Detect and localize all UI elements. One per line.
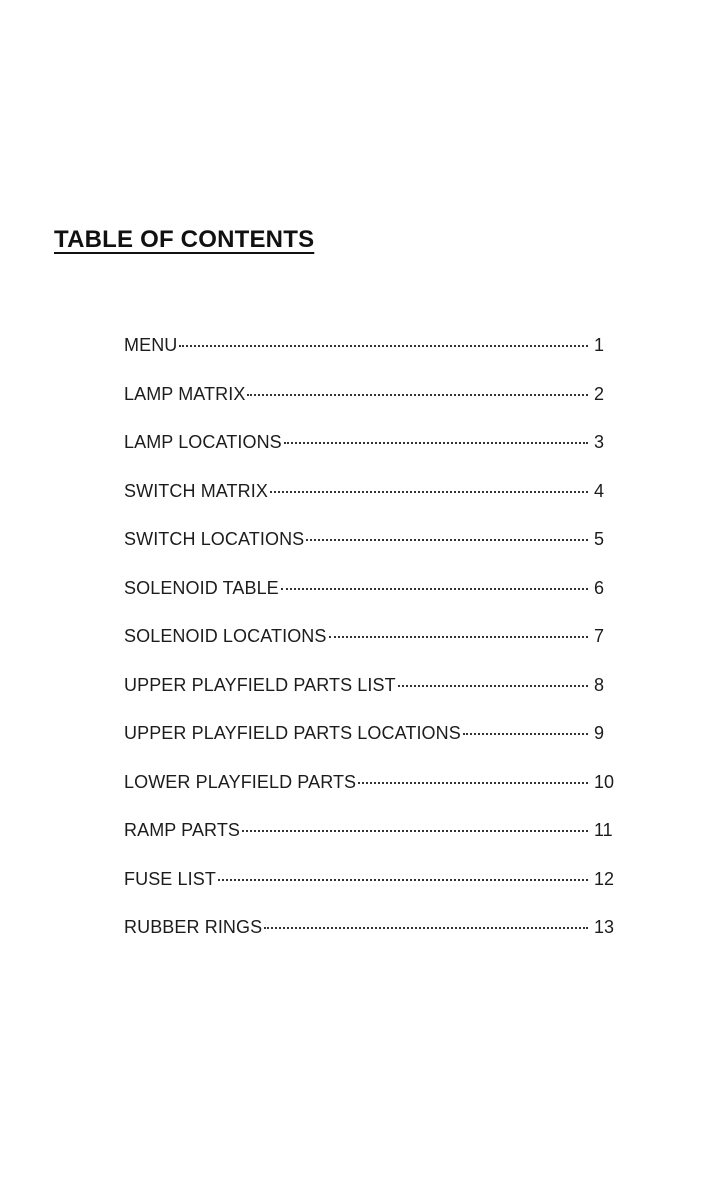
- toc-entry-page-number: 13: [594, 917, 615, 937]
- toc-entry-page-number: 4: [594, 480, 605, 501]
- toc-entry-label: SWITCH LOCATIONS: [124, 529, 305, 549]
- toc-entry-page-number: 3: [594, 432, 605, 452]
- toc-entry-label: RAMP PARTS: [124, 820, 241, 840]
- toc-entry-label: SOLENOID LOCATIONS: [124, 626, 327, 646]
- toc-entry-page-number: 2: [594, 383, 605, 404]
- dot-leader: [270, 491, 588, 493]
- toc-entry-page-number: 11: [594, 820, 613, 840]
- dot-leader: [242, 830, 588, 832]
- dot-leader: [284, 442, 588, 444]
- dot-leader: [247, 394, 588, 396]
- toc-entry-page-number: 7: [594, 626, 605, 646]
- toc-entry-label: LAMP LOCATIONS: [124, 432, 282, 452]
- toc-entry-upper-playfield-parts-locations[interactable]: [124, 723, 618, 772]
- toc-entry-page-number: 6: [594, 577, 605, 598]
- toc-entry-menu[interactable]: [124, 335, 618, 384]
- toc-entry-label: UPPER PLAYFIELD PARTS LIST: [124, 674, 396, 695]
- toc-entry-solenoid-table[interactable]: [124, 578, 618, 627]
- toc-entry-label: LOWER PLAYFIELD PARTS: [124, 771, 357, 792]
- dot-leader: [463, 733, 588, 735]
- toc-entry-page-number: 10: [594, 771, 615, 792]
- toc-entry-lamp-locations[interactable]: [124, 432, 618, 481]
- toc-entry-switch-locations[interactable]: [124, 529, 618, 578]
- toc-entry-label: MENU: [124, 335, 178, 355]
- dot-leader: [358, 782, 588, 784]
- toc-entry-solenoid-locations[interactable]: [124, 626, 618, 675]
- toc-entry-fuse-list[interactable]: [124, 869, 618, 918]
- dot-leader: [281, 588, 588, 590]
- toc-entry-upper-playfield-parts-list[interactable]: [124, 675, 618, 724]
- toc-entry-rubber-rings[interactable]: [124, 917, 618, 966]
- toc-entry-label: SOLENOID TABLE: [124, 577, 279, 598]
- toc-entry-page-number: 1: [594, 335, 605, 355]
- toc-entry-page-number: 5: [594, 529, 605, 549]
- toc-entry-lower-playfield-parts[interactable]: [124, 772, 618, 821]
- toc-entry-switch-matrix[interactable]: [124, 481, 618, 530]
- toc-entry-page-number: 9: [594, 723, 605, 743]
- toc-entry-page-number: 12: [594, 868, 615, 889]
- toc-entry-ramp-parts[interactable]: [124, 820, 618, 869]
- dot-leader: [398, 685, 588, 687]
- toc-entry-page-number: 8: [594, 674, 605, 695]
- toc-entry-label: FUSE LIST: [124, 868, 216, 889]
- table-of-contents-list: [124, 335, 618, 966]
- dot-leader: [218, 879, 588, 881]
- page-title: TABLE OF CONTENTS: [54, 226, 315, 253]
- toc-entry-label: SWITCH MATRIX: [124, 480, 268, 501]
- dot-leader: [329, 636, 588, 638]
- toc-entry-label: RUBBER RINGS: [124, 917, 263, 937]
- dot-leader: [179, 345, 588, 347]
- toc-entry-lamp-matrix[interactable]: [124, 384, 618, 433]
- dot-leader: [264, 927, 588, 929]
- toc-entry-label: LAMP MATRIX: [124, 383, 246, 404]
- toc-entry-label: UPPER PLAYFIELD PARTS LOCATIONS: [124, 723, 461, 743]
- dot-leader: [306, 539, 588, 541]
